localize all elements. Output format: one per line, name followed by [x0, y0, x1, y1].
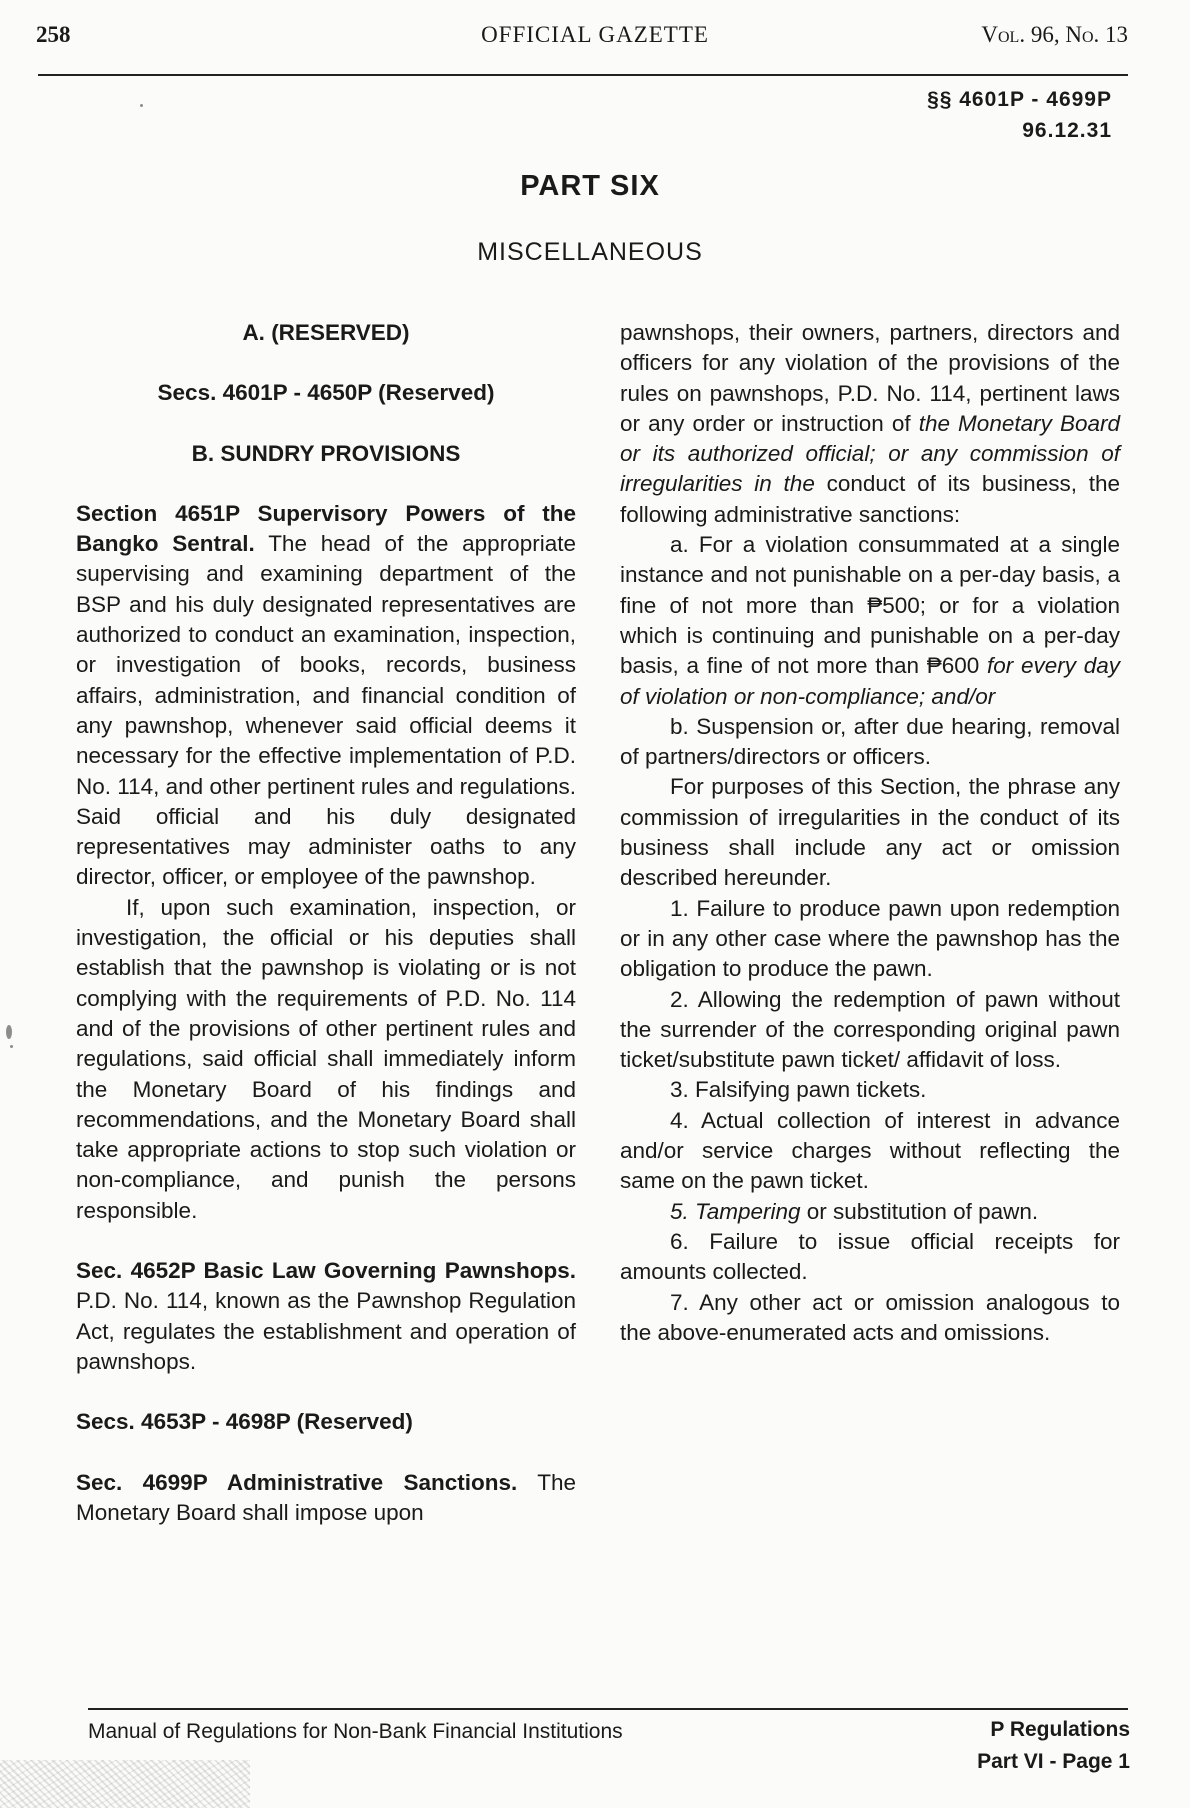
irregularity-item-5: [620, 1197, 1120, 1227]
heading-a: A. (RESERVED): [242, 320, 410, 345]
scan-speck: [10, 1045, 13, 1048]
footer-regulations: P Regulations: [990, 1718, 1130, 1741]
section-date: 96.12.31: [1022, 119, 1112, 142]
sanction-item-a-text: a. For a violation consummated at a single instance and not punishable on a per-day basis, a fine of not more than ₱500; or for a violation which is continuing and punishable on a per-day basis, a fine of not more than ₱600: [620, 532, 1120, 679]
section-4699p-text: The Monetary Board shall impose upon: [76, 1469, 576, 1525]
irregularity-item-3: 3. Falsifying pawn tickets.: [670, 1077, 927, 1103]
irregularity-item-6: 6. Failure to issue official receipts for amounts collected.: [620, 1228, 1120, 1285]
irregularity-item-2: 2. Allowing the redemption of pawn without the surrender of the corresponding original pawn ticket/substitute pawn ticket/ affidavit of loss.: [620, 986, 1120, 1073]
irregularity-item-5-text: or substitution of pawn.: [800, 1198, 1039, 1224]
purposes-paragraph: For purposes of this Section, the phrase any commission of irregularities in the conduct of its business shall include any act or omission described hereunder.: [620, 774, 1120, 891]
section-4652p-text: P.D. No. 114, known as the Pawnshop Regulation Act, regulates the establishment and operation of pawnshops.: [76, 1288, 576, 1374]
page-number: 258: [36, 22, 71, 47]
footer-manual-title: Manual of Regulations for Non-Bank Financial Institutions: [88, 1720, 623, 1743]
footer-part-page: Part VI - Page 1: [977, 1750, 1130, 1773]
section-4651p: [76, 499, 576, 893]
volume-number: Vol. 96, No. 13: [981, 22, 1128, 47]
irregularity-item-4: 4. Actual collection of interest in advance and/or service charges without reflecting the same on the pawn ticket.: [620, 1107, 1120, 1194]
section-4652p: [76, 1256, 576, 1377]
section-4651p-title: Section 4651P Supervisory Powers of the Bangko Sentral.: [76, 500, 576, 557]
sanctions-text-b: conduct of its business, the following administrative sanctions:: [620, 471, 1120, 527]
reserved-secs-2: Secs. 4653P - 4698P (Reserved): [76, 1409, 413, 1435]
scan-speck: [140, 104, 143, 107]
sanctions-text-a: pawnshops, their owners, partners, directors and officers for any violation of the provisions of the rules on pawnshops, P.D. No. 114, pertinent laws or any order or instruction of: [620, 320, 1120, 436]
sanction-item-a-italic: for every day of violation or non-compliance; and/or: [620, 653, 1120, 709]
section-4651p-para2: If, upon such examination, inspection, or investigation, the official or his deputies shall establish that the pawnshop is violating or is not complying with the requirements of P.D. No. 114 and of the provisions of other pertinent rules and regulations, said official shall immediately inform the Monetary Board of his findings and recommendations, and the Monetary Board shall take appropriate actions to stop such violation or non-compliance, and punish the persons responsible.: [76, 894, 576, 1223]
irregularity-item-7: 7. Any other act or omission analogous to the above-enumerated acts and omissions.: [620, 1289, 1120, 1345]
sanction-item-b: b. Suspension or, after due hearing, removal of partners/directors or officers.: [620, 713, 1120, 770]
part-title: PART SIX: [520, 170, 660, 202]
part-subtitle: MISCELLANEOUS: [477, 238, 703, 266]
sanctions-text-italic: the Monetary Board or its authorized official; or any commission of irregularities in the: [620, 410, 1120, 497]
sanction-item-a: [620, 530, 1120, 712]
irregularity-item-5-italic: 5. Tampering: [670, 1198, 801, 1224]
irregularity-item-1: 1. Failure to produce pawn upon redemption or in any other case where the pawnshop has the obligation to produce the pawn.: [620, 895, 1120, 982]
section-4652p-title: Sec. 4652P Basic Law Governing Pawnshops.: [76, 1258, 576, 1284]
section-4651p-para1: The head of the appropriate supervising and examining department of the BSP and his duly designated representatives are authorized to conduct an examination, inspection, or investigation of books, records, business affairs, administration, and financial condition of any pawnshop, whenever said official deems it necessary for the effective implementation of P.D. No. 114, and other pertinent rules and regulations. Said official and his duly designated representatives may administer oaths to any director, officer, or employee of the pawnshop.: [76, 531, 576, 890]
heading-b: B. SUNDRY PROVISIONS: [191, 440, 461, 466]
scan-noise: [0, 1760, 250, 1808]
header-rule: [38, 74, 1128, 76]
publication-title: OFFICIAL GAZETTE: [481, 22, 709, 47]
reserved-secs-1: Secs. 4601P - 4650P (Reserved): [157, 380, 495, 406]
sanctions-continuation: [620, 318, 1120, 530]
section-4699p-title: Sec. 4699P Administrative Sanctions.: [76, 1469, 518, 1495]
section-range: §§ 4601P - 4699P: [927, 88, 1112, 111]
scan-speck: [6, 1025, 12, 1039]
left-column: [76, 318, 576, 1528]
section-4699p: [76, 1468, 576, 1529]
right-column: [620, 318, 1120, 1348]
footer-rule: [88, 1708, 1128, 1710]
